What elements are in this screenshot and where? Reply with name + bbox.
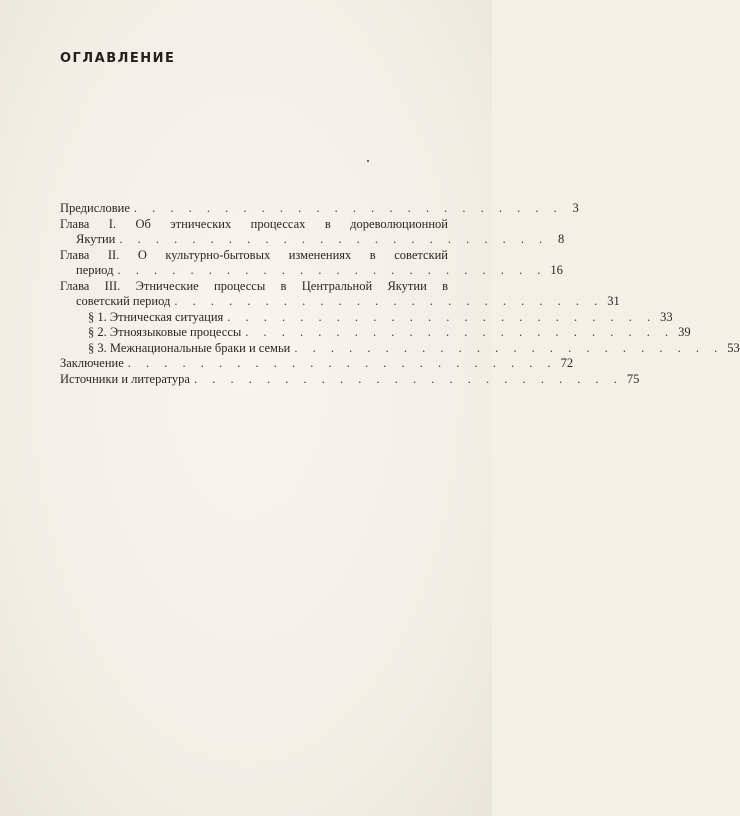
page-heading: ОГЛАВЛЕНИЕ: [60, 51, 176, 66]
toc-entry-title: Глава I. Об этнических процессах в дореволюционной: [60, 216, 448, 231]
toc-entry-chapter-2-line2: [60, 263, 563, 279]
toc-entry-chapter-3-line1: [60, 279, 448, 295]
dot-leader: . . . . . . . . . . . . . . . . . . . . . . . .: [193, 371, 623, 386]
toc-page-number: 53: [727, 340, 740, 355]
toc-entry-sources: [60, 371, 640, 388]
toc-entry-section-2: [60, 325, 691, 341]
toc-entry-title: Предисловие: [60, 201, 130, 215]
toc-entry-title: § 3. Межнациональные браки и семьи: [88, 340, 291, 355]
toc-page-number: 3: [572, 201, 579, 215]
toc-entry-title: Источники и литература: [60, 371, 190, 386]
dot-leader: . . . . . . . . . . . . . . . . . . . . . . . .: [117, 263, 547, 277]
toc-entry-conclusion: [60, 356, 574, 372]
toc-entry-preface: [60, 201, 579, 217]
dot-leader: . . . . . . . . . . . . . . . . . . . . . . . .: [227, 309, 657, 324]
toc-page-number: 8: [557, 232, 565, 246]
toc-entry-title: Заключение: [60, 356, 124, 370]
toc-entry-title: Глава II. О культурно-бытовых изменениях в советский: [60, 247, 448, 262]
toc-entry-title-continued: советский период: [76, 294, 171, 308]
toc-entry-title: § 2. Этноязыковые процессы: [88, 325, 242, 339]
dot-leader: . . . . . . . . . . . . . . . . . . . . . . . .: [245, 325, 675, 339]
toc-page-number: 39: [678, 325, 691, 339]
toc-entry-chapter-1-line2: [60, 232, 565, 248]
dot-leader: . . . . . . . . . . . . . . . . . . . . . . . .: [174, 294, 604, 308]
toc-entry-title: § 1. Этническая ситуация: [88, 309, 224, 324]
toc-entry-chapter-1-line1: [60, 217, 448, 233]
dot-leader: . . . . . . . . . . . . . . . . . . . . . . . .: [127, 356, 557, 370]
toc-entry-section-3: [60, 340, 740, 357]
toc-entry-title-continued: Якутии: [76, 232, 116, 246]
toc-page-number: 75: [626, 371, 640, 386]
toc-entry-title: Глава III. Этнические процессы в Центральной Якутии в: [60, 278, 448, 293]
toc-entry-section-1: [60, 309, 673, 326]
dot-leader: . . . . . . . . . . . . . . . . . . . . . . . .: [133, 201, 563, 215]
toc-page-number: 33: [660, 309, 673, 324]
toc-entry-chapter-3-line2: [60, 294, 620, 310]
dot-leader: . . . . . . . . . . . . . . . . . . . . . . . .: [294, 340, 724, 355]
toc-entry-chapter-2-line1: [60, 248, 448, 264]
toc-page-number: 31: [607, 294, 620, 308]
dot-leader: . . . . . . . . . . . . . . . . . . . . . . . .: [119, 232, 549, 246]
table-of-contents: [60, 201, 740, 387]
toc-page-number: 16: [550, 263, 563, 277]
toc-page-number: 72: [560, 356, 574, 370]
toc-entry-title-continued: период: [76, 263, 114, 277]
print-speck: [367, 160, 369, 162]
